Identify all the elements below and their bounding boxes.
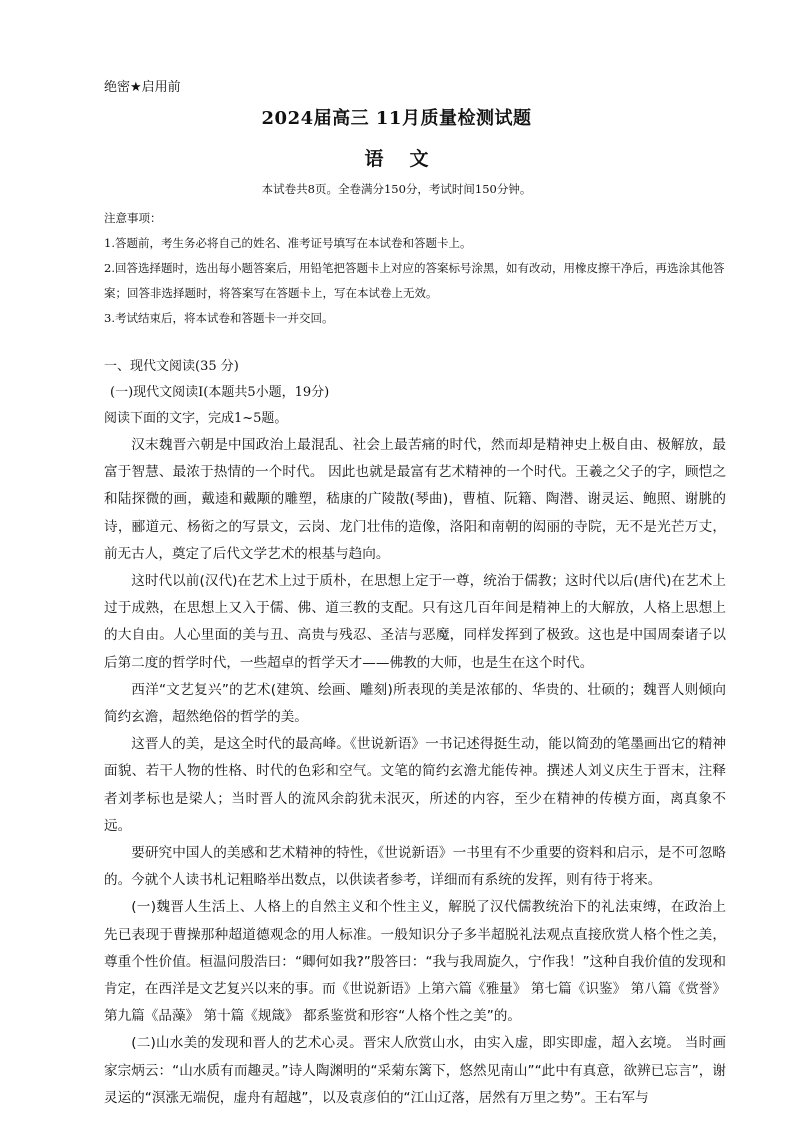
section-heading: 一、现代文阅读(35 分) xyxy=(104,359,239,374)
passage-paragraph: 这晋人的美，是这全时代的最高峰。《世说新语》一书记述得挺生动，能以简劲的笔墨画出它的精神面貌、若干人物的性格、时代的色彩和空气。文笔的简约玄澹尤能传神。撰述人刘义庆生于晋末，注释者刘孝标也是梁人；当时晋人的流风余韵犹未泯灭，所述的内容，至少在精神的传模方面，离真象不远。 xyxy=(104,736,726,834)
section-subheading: (一)现代文阅读Ⅰ(本题共5小题，19分) xyxy=(110,385,330,400)
note-item: 3.考试结束后，将本试卷和答题卡一并交回。 xyxy=(104,311,334,325)
passage-paragraph: 要研究中国人的美感和艺术精神的特性，《世说新语》一书里有不少重要的资料和启示，是不可忽略的。今就个人读书札记粗略举出数点，以供读者参考，详细而有系统的发挥，则有待于将来。 xyxy=(104,845,726,889)
passage-paragraph: 这时代以前(汉代)在艺术上过于质朴，在思想上定于一尊，统治于儒教；这时代以后(唐代)在艺术上过于成熟，在思想上又入于儒、佛、道三教的支配。只有这几百年间是精神上的大解放，人格上思想上的大自由。人心里面的美与丑、高贵与残忍、圣洁与恶魔，同样发挥到了极致。这也是中国周秦诸子以后第二度的哲学时代，一些超卓的哲学天才——佛教的大师，也是生在这个时代。 xyxy=(104,573,726,671)
section-header xyxy=(104,354,734,432)
passage-paragraph: (一)魏晋人生活上、人格上的自然主义和个性主义，解脱了汉代儒教统治下的礼法束缚，在政治上先已表现于曹操那种超道德观念的用人标准。一般知识分子多半超脱礼法观点直接欣赏人格个性之美，尊重个性价值。桓温问殷浩曰：“卿何如我?”殷答曰：“我与我周旋久，宁作我！”这种自我价值的发现和肯定，在西洋是文艺复兴以来的事。而《世说新语》上第六篇《雅量》 第七篇《识鉴》 第八篇《赏誉》 第九篇《品藻》 第十篇《规箴》 都系鉴赏和形容“人格个性之美”的。 xyxy=(104,899,726,1025)
passage-paragraph: (二)山水美的发现和晋人的艺术心灵。晋宋人欣赏山水，由实入虚，即实即虚，超入玄境。 当时画家宗炳云：“山水质有而趣灵。”诗人陶渊明的“采菊东篱下，悠然见南山”“此中有真意，欲辨已忘言”，谢灵运的“溟涨无端倪，虚舟有超越”，以及袁彦伯的“江山辽落，居然有万里之势”。王右军与 xyxy=(104,1035,726,1106)
notes-block xyxy=(104,206,728,331)
confidential-mark: 绝密★启用前 xyxy=(104,80,181,95)
notes-heading: 注意事项： xyxy=(104,211,162,225)
exam-title: 2024届高三 11月质量检测试题 xyxy=(261,108,532,129)
passage-paragraph: 汉末魏晋六朝是中国政治上最混乱、社会上最苦痛的时代，然而却是精神史上极自由、极解放，最富于智慧、最浓于热情的一个时代。 因此也就是最富有艺术精神的一个时代。王羲之父子的字，顾恺之和陆探微的画，戴逵和戴颙的雕塑，嵇康的广陵散(琴曲)，曹植、阮籍、陶潜、谢灵运、鲍照、谢朓的诗，郦道元、杨衒之的写景文，云岗、龙门壮伟的造像，洛阳和南朝的闳丽的寺院，无不是光芒万丈，前无古人，奠定了后代文学艺术的根基与趋向。 xyxy=(104,437,726,562)
note-item: 2.回答选择题时，选出每小题答案后，用铅笔把答题卡上对应的答案标号涂黑，如有改动，用橡皮擦干净后，再选涂其他答案；回答非选择题时，将答案写在答题卡上，写在本试卷上无效。 xyxy=(104,261,725,300)
subject-title: 语文 xyxy=(364,148,455,170)
section-instruction: 阅读下面的文字，完成1~5题。 xyxy=(104,411,288,426)
passage-paragraph: 西洋“文艺复兴”的艺术(建筑、绘画、雕刻)所表现的美是浓郁的、华贵的、壮硕的；魏晋人则倾向简约玄澹，超然绝俗的哲学的美。 xyxy=(104,681,726,726)
reading-passage xyxy=(104,432,726,1112)
note-item: 1.答题前，考生务必将自己的姓名、准考证号填写在本试卷和答题卡上。 xyxy=(104,236,472,250)
exam-description: 本试卷共8页。全卷满分150分，考试时间150分钟。 xyxy=(261,182,532,196)
